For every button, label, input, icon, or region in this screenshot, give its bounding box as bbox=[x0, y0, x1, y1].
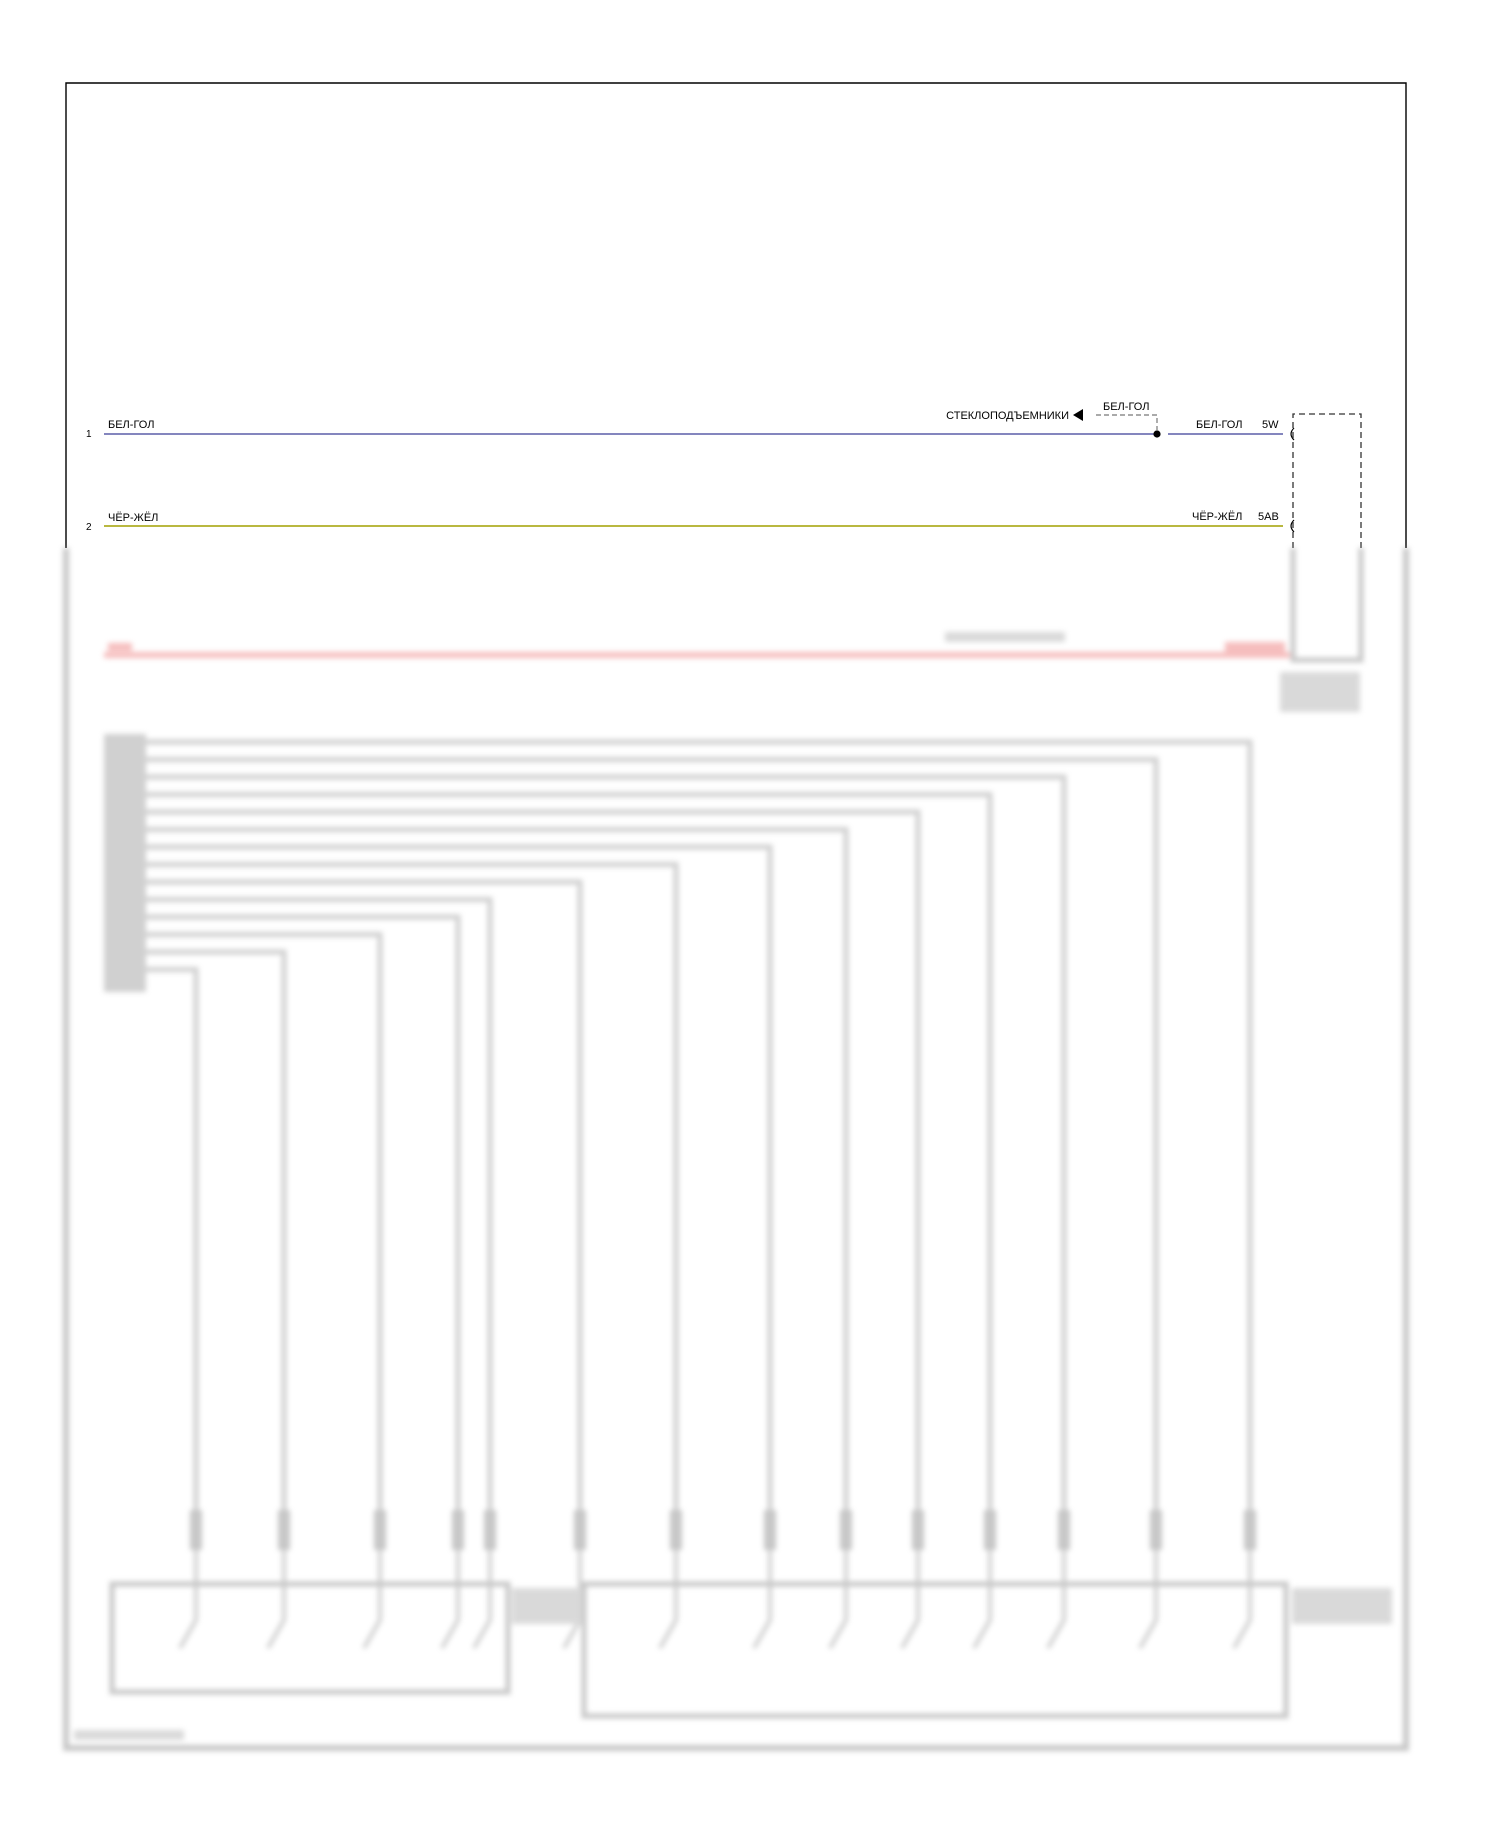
wire-2 bbox=[86, 511, 1294, 533]
harness-wire-connector bbox=[574, 1510, 586, 1550]
wire-1-pin-number: 1 bbox=[86, 429, 92, 440]
module-connector-box-lower bbox=[1293, 548, 1361, 660]
harness-wire-connector bbox=[278, 1510, 290, 1550]
harness-wire-connector bbox=[840, 1510, 852, 1550]
branch-arrow-icon bbox=[1073, 409, 1083, 421]
harness-wires bbox=[146, 742, 1256, 1648]
diagram-frame-lower bbox=[66, 548, 1406, 1748]
wire-1-connector-pin: 5W bbox=[1262, 419, 1279, 431]
module-label-block bbox=[1280, 672, 1360, 712]
wire-3-branch-label-block bbox=[945, 632, 1065, 642]
wire-1-color-label: БЕЛ-ГОЛ bbox=[108, 419, 155, 431]
branch-wire-label: БЕЛ-ГОЛ bbox=[1103, 401, 1150, 413]
harness-wire bbox=[146, 970, 196, 1546]
switch-contact bbox=[1140, 1550, 1156, 1648]
harness-wire-connector bbox=[984, 1510, 996, 1550]
harness-wire-connector bbox=[670, 1510, 682, 1550]
wire-3-connector-label-block bbox=[1225, 642, 1285, 652]
module-connector-box bbox=[1293, 414, 1361, 548]
switch-contact bbox=[442, 1550, 458, 1648]
harness-wire-connector bbox=[484, 1510, 496, 1550]
switch-block-left-label bbox=[512, 1588, 582, 1624]
wire-2-pin-number: 2 bbox=[86, 522, 92, 533]
switch-contact bbox=[1234, 1550, 1250, 1648]
harness-wire-connector bbox=[764, 1510, 776, 1550]
switch-contact bbox=[660, 1550, 676, 1648]
wire-2-end-label: ЧЁР-ЖЁЛ bbox=[1192, 511, 1243, 523]
diagram-frame bbox=[66, 83, 1406, 548]
wire-2-color-label: ЧЁР-ЖЁЛ bbox=[108, 512, 159, 524]
wire-1-end-label: БЕЛ-ГОЛ bbox=[1196, 419, 1243, 431]
branch-destination-label: СТЕКЛОПОДЪЕМНИКИ bbox=[946, 410, 1069, 422]
harness-wire bbox=[146, 795, 990, 1546]
harness-wire-connector bbox=[1058, 1510, 1070, 1550]
blurred-lower-diagram bbox=[66, 548, 1406, 1748]
switch-block-right-label bbox=[1292, 1588, 1392, 1624]
harness-wire bbox=[146, 935, 380, 1546]
switch-contact bbox=[754, 1550, 770, 1648]
harness-wire-connector bbox=[1150, 1510, 1162, 1550]
branch-power-windows bbox=[946, 401, 1157, 431]
harness-wire bbox=[146, 812, 918, 1545]
harness-wire bbox=[146, 882, 580, 1545]
diagram-footer-label bbox=[74, 1730, 184, 1740]
switch-contact bbox=[474, 1550, 490, 1648]
wire-2-connector-pin: 5AB bbox=[1258, 511, 1279, 523]
harness-wire bbox=[146, 917, 458, 1545]
switch-contact bbox=[268, 1550, 284, 1648]
harness-wire bbox=[146, 760, 1156, 1546]
wire-1-splice-dot bbox=[1153, 430, 1160, 437]
harness-wire-connector bbox=[912, 1510, 924, 1550]
wire-1 bbox=[86, 419, 1294, 440]
wire-3-label-block bbox=[108, 643, 132, 651]
harness-wire-connector bbox=[190, 1510, 202, 1550]
switch-contact bbox=[830, 1550, 846, 1648]
switch-contact bbox=[1048, 1550, 1064, 1648]
switch-contact bbox=[902, 1550, 918, 1648]
harness-wire-connector bbox=[1244, 1510, 1256, 1550]
switch-block-right bbox=[584, 1584, 1286, 1716]
switch-contact bbox=[180, 1550, 196, 1648]
harness-wire bbox=[146, 865, 676, 1546]
harness-connector-block bbox=[104, 734, 146, 992]
switch-contact bbox=[364, 1550, 380, 1648]
branch-dashed-wire bbox=[1094, 415, 1157, 431]
switch-contact bbox=[974, 1550, 990, 1648]
harness-wire bbox=[146, 952, 284, 1545]
harness-wire-connector bbox=[374, 1510, 386, 1550]
harness-wire-connector bbox=[452, 1510, 464, 1550]
